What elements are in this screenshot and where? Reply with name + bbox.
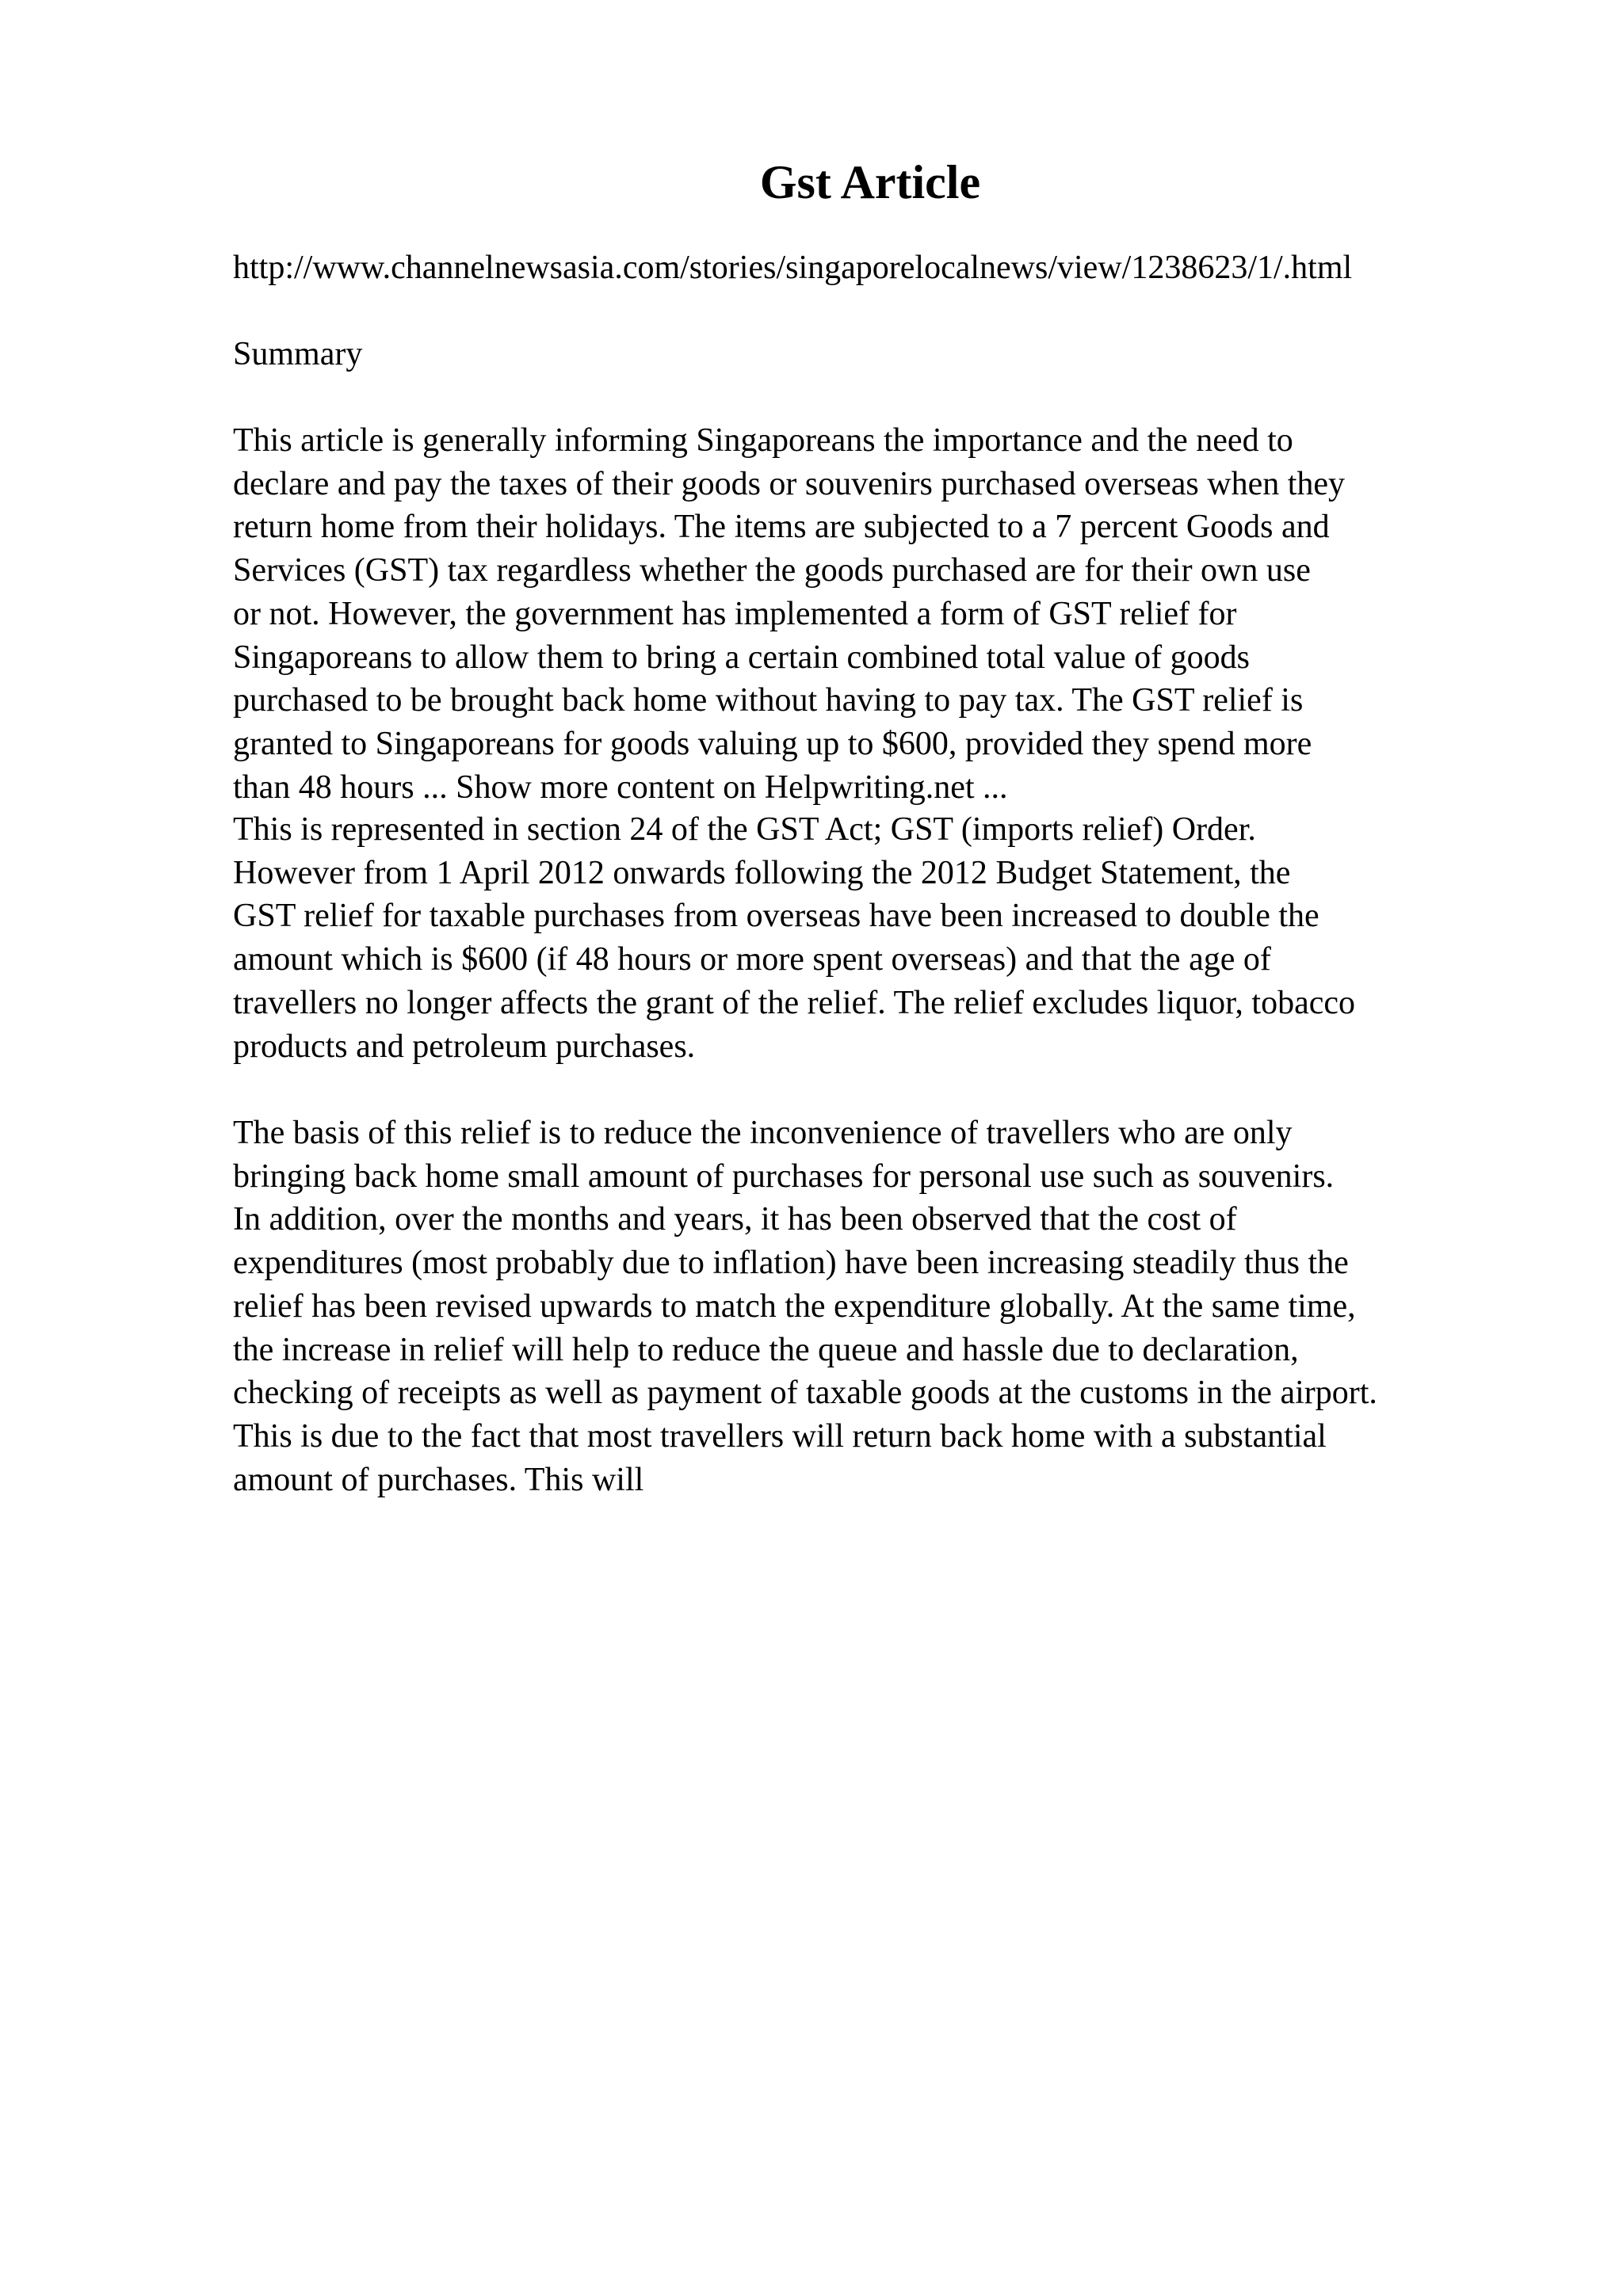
paragraph-1 <box>233 419 1345 809</box>
text-line: GST relief for taxable purchases from overseas have been increased to double the <box>233 898 1319 935</box>
text-line: products and petroleum purchases. <box>233 1028 696 1065</box>
summary-label: Summary <box>233 336 363 372</box>
text-line: Services (GST) tax regardless whether the goods purchased are for their own use <box>233 552 1311 589</box>
text-line: This is represented in section 24 of the GST Act; GST (imports relief) Order. <box>233 811 1256 848</box>
text-line: This is due to the fact that most travellers will return back home with a substantial <box>233 1417 1327 1455</box>
text-line: return home from their holidays. The items are subjected to a 7 percent Goods and <box>233 509 1330 546</box>
text-line: However from 1 April 2012 onwards following the 2012 Budget Statement, the <box>233 854 1291 891</box>
text-line: Singaporeans to allow them to bring a certain combined total value of goods <box>233 639 1251 676</box>
text-line: amount which is $600 (if 48 hours or more spent overseas) and that the age of <box>233 941 1271 978</box>
source-url: http://www.channelnewsasia.com/stories/singaporelocalnews/view/1238623/1/.html <box>233 250 1353 286</box>
text-line: the increase in relief will help to reduce the queue and hassle due to declaration, <box>233 1331 1299 1368</box>
text-line: relief has been revised upwards to match the expenditure globally. At the same time, <box>233 1287 1356 1325</box>
text-line: In addition, over the months and years, it has been observed that the cost of <box>233 1201 1237 1238</box>
text-line: The basis of this relief is to reduce the inconvenience of travellers who are only <box>233 1115 1293 1151</box>
document-title: Gst Article <box>759 156 981 208</box>
text-line: bringing back home small amount of purchases for personal use such as souvenirs. <box>233 1158 1335 1195</box>
text-line: This article is generally informing Singaporeans the importance and the need to <box>233 422 1293 459</box>
paragraph-3 <box>233 1112 1377 1501</box>
text-line: amount of purchases. This will <box>233 1461 644 1498</box>
text-line: purchased to be brought back home without having to pay tax. The GST relief is <box>233 682 1304 719</box>
text-line: declare and pay the taxes of their goods or souvenirs purchased overseas when they <box>233 465 1346 502</box>
text-line: expenditures (most probably due to inflation) have been increasing steadily thus the <box>233 1245 1349 1282</box>
text-line: than 48 hours ... Show more content on Helpwriting.net ... <box>233 769 1008 806</box>
text-line: checking of receipts as well as payment of taxable goods at the customs in the airport. <box>233 1375 1377 1412</box>
text-line: granted to Singaporeans for goods valuing up to $600, provided they spend more <box>233 725 1312 762</box>
text-line: travellers no longer affects the grant of the relief. The relief excludes liquor, tobacco <box>233 984 1356 1021</box>
text-line: or not. However, the government has implemented a form of GST relief for <box>233 595 1237 632</box>
paragraph-2 <box>233 808 1355 1068</box>
